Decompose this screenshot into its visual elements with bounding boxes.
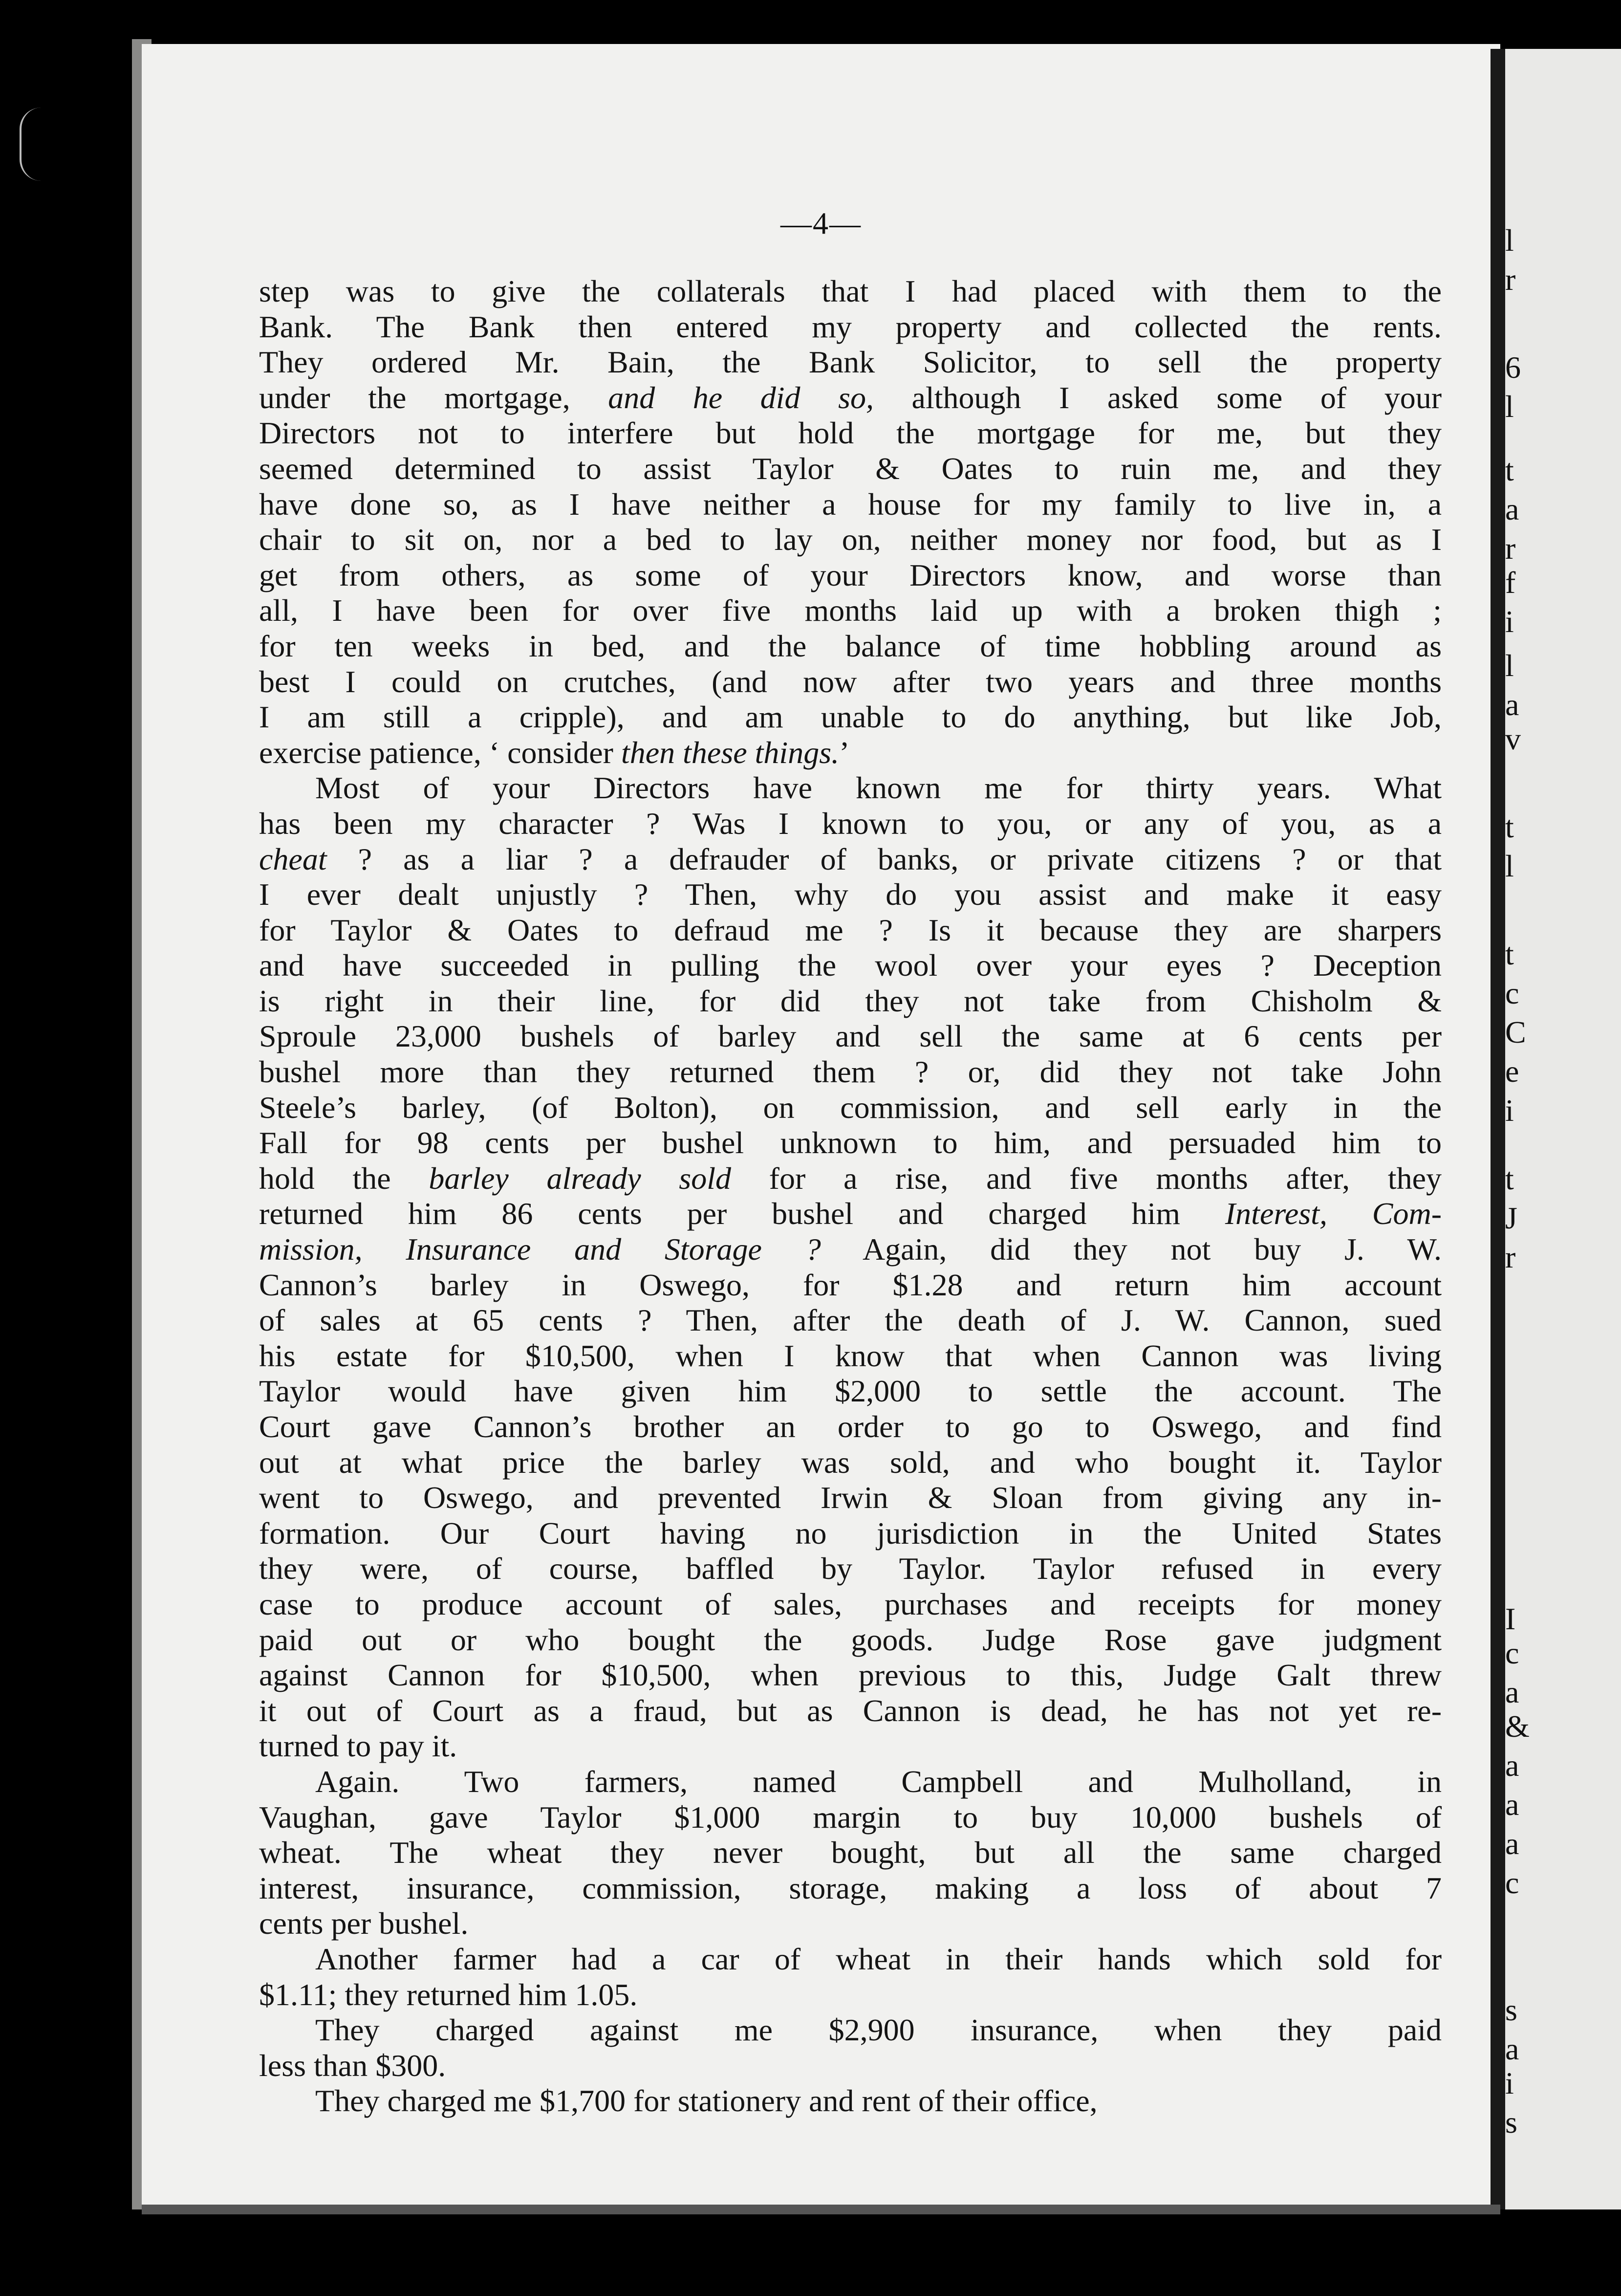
italic-text: then these things. [621, 735, 840, 770]
adjacent-page-letter: a [1505, 1748, 1519, 1783]
adjacent-page-letter: i [1505, 1093, 1514, 1128]
text-line: Steele’s barley, (of Bolton), on commission, and sell early in the [259, 1090, 1442, 1125]
adjacent-page-letter: r [1505, 531, 1516, 566]
text-line: and have succeeded in pulling the wool over your eyes ? Deception [259, 948, 1442, 983]
adjacent-page-letter: t [1505, 937, 1514, 971]
text-line: bushel more than they returned them ? or, did they not take John [259, 1054, 1442, 1090]
adjacent-page-letter: l [1505, 223, 1514, 258]
adjacent-page-letter: a [1505, 1787, 1519, 1822]
document-body [259, 274, 1442, 2119]
italic-text: barley already sold [429, 1160, 731, 1196]
text-line: case to produce account of sales, purchases and receipts for money [259, 1586, 1442, 1621]
text-line: for Taylor & Oates to defraud me ? Is it because they are sharpers [259, 912, 1442, 947]
adjacent-page-letter: c [1505, 976, 1519, 1010]
adjacent-page-letter: a [1505, 2032, 1519, 2066]
text-line: went to Oswego, and prevented Irwin & Sloan from giving any in- [259, 1480, 1442, 1515]
text-line: mission, Insurance and Storage ? Again, did they not buy J. W. [259, 1232, 1442, 1267]
paragraph [259, 2012, 1442, 2083]
adjacent-page-letter: v [1505, 722, 1521, 756]
adjacent-page-letter: e [1505, 1054, 1519, 1089]
adjacent-page-letter: c [1505, 1865, 1519, 1900]
adjacent-page-strip [1505, 49, 1621, 2209]
text-line: $1.11; they returned him 1.05. [259, 1977, 638, 2012]
adjacent-page-letter: l [1505, 849, 1514, 883]
binding-gutter [1491, 49, 1505, 2209]
text-line: Taylor would have given him $2,000 to settle the account. The [259, 1374, 1442, 1409]
page-bottom-edge [142, 2205, 1500, 2214]
adjacent-page-letter: s [1505, 2105, 1517, 2140]
text-line: get from others, as some of your Directors know, and worse than [259, 557, 1442, 592]
adjacent-page-letter: c [1505, 1636, 1519, 1670]
text-line: Another farmer had a car of wheat in their hands which sold for [315, 1941, 1442, 1976]
text-line: turned to pay it. [259, 1728, 457, 1764]
adjacent-page-letter: t [1505, 453, 1514, 487]
text-line: has been my character ? Was I known to you, or any of you, as a [259, 806, 1442, 841]
text-line: formation. Our Court having no jurisdiction in the United States [259, 1515, 1442, 1551]
italic-text: cheat [259, 841, 327, 876]
text-line: they were, of course, baffled by Taylor. Taylor refused in every [259, 1551, 1442, 1586]
adjacent-page-letter: l [1505, 648, 1514, 683]
text-line: it out of Court as a fraud, but as Cannon is dead, he has not yet re- [259, 1693, 1442, 1728]
adjacent-page-letter: & [1505, 1709, 1530, 1744]
page-number: —4— [780, 206, 862, 241]
adjacent-page-letter: C [1505, 1015, 1526, 1050]
text-line: Vaughan, gave Taylor $1,000 margin to buy 10,000 bushels of [259, 1799, 1442, 1835]
paragraph [259, 1942, 1442, 2012]
text-line: returned him 86 cents per bushel and charged him Interest, Com- [259, 1196, 1442, 1231]
text-line: wheat. The wheat they never bought, but all the same charged [259, 1835, 1442, 1870]
italic-text: mission, Insurance and Storage ? [259, 1232, 821, 1267]
adjacent-page-letter: a [1505, 687, 1519, 722]
adjacent-page-letter: a [1505, 1675, 1519, 1709]
scan-margin-mark [20, 108, 41, 181]
text-line: I ever dealt unjustly ? Then, why do you assist and make it easy [259, 877, 1442, 912]
text-line: cents per bushel. [259, 1906, 469, 1941]
text-line: They charged me $1,700 for stationery and rent of their office, [315, 2083, 1098, 2119]
text-line: I am still a cripple), and am unable to do anything, but like Job, [259, 700, 1442, 735]
adjacent-page-letter: I [1505, 1601, 1516, 1636]
adjacent-page-letter: r [1505, 1240, 1516, 1274]
text-line: less than $300. [259, 2048, 446, 2083]
text-line: his estate for $10,500, when I know that when Cannon was living [259, 1338, 1442, 1373]
adjacent-page-letter: f [1505, 565, 1516, 600]
adjacent-page-letter: J [1505, 1201, 1517, 1235]
text-line: step was to give the collaterals that I had placed with them to the [259, 274, 1442, 308]
text-line: interest, insurance, commission, storage, making a loss of about 7 [259, 1870, 1442, 1905]
text-line: cheat ? as a liar ? a defrauder of banks, or private citizens ? or that [259, 841, 1442, 876]
italic-text: Interest, Com- [1225, 1196, 1442, 1231]
text-line: have done so, as I have neither a house for my family to live in, a [259, 486, 1442, 522]
adjacent-page-letter: a [1505, 492, 1519, 526]
text-line: of sales at 65 cents ? Then, after the death of J. W. Cannon, sued [259, 1303, 1442, 1338]
paragraph [259, 2083, 1442, 2119]
adjacent-page-letter: r [1505, 262, 1516, 297]
paragraph [259, 1764, 1442, 1942]
text-line: seemed determined to assist Taylor & Oates to ruin me, and they [259, 451, 1442, 486]
paragraph [259, 770, 1442, 1764]
text-line: Fall for 98 cents per bushel unknown to him, and persuaded him to [259, 1125, 1442, 1160]
text-line: Bank. The Bank then entered my property and collected the rents. [259, 309, 1442, 344]
italic-text: and he did so, [608, 380, 874, 415]
adjacent-page-letter: t [1505, 1161, 1514, 1196]
text-line: all, I have been for over five months laid up with a broken thigh ; [259, 593, 1442, 628]
adjacent-page-letter: a [1505, 1826, 1519, 1861]
text-line: Again. Two farmers, named Campbell and Mulholland, in [315, 1764, 1442, 1799]
text-line: Sproule 23,000 bushels of barley and sell the same at 6 cents per [259, 1019, 1442, 1054]
text-line: under the mortgage, and he did so, although I asked some of your [259, 380, 1442, 415]
text-line: against Cannon for $10,500, when previous to this, Judge Galt threw [259, 1658, 1442, 1693]
text-line: paid out or who bought the goods. Judge Rose gave judgment [259, 1622, 1442, 1657]
adjacent-page-letter: t [1505, 809, 1514, 844]
adjacent-page-letter: i [1505, 604, 1514, 639]
text-line: Court gave Cannon’s brother an order to go to Oswego, and find [259, 1409, 1442, 1444]
text-line: for ten weeks in bed, and the balance of time hobbling around as [259, 628, 1442, 663]
paragraph [259, 274, 1442, 770]
document-page [142, 44, 1500, 2205]
text-line: best I could on crutches, (and now after two years and three months [259, 664, 1442, 699]
text-line: They ordered Mr. Bain, the Bank Solicitor, to sell the property [259, 345, 1442, 380]
text-line: hold the barley already sold for a rise, and five months after, they [259, 1160, 1442, 1196]
adjacent-page-letter: s [1505, 1992, 1517, 2027]
adjacent-page-letter: 6 [1505, 350, 1521, 385]
adjacent-page-letter: l [1505, 389, 1514, 424]
text-line: Most of your Directors have known me for thirty years. What [315, 770, 1442, 806]
adjacent-page-letter: i [1505, 2066, 1514, 2100]
text-line: is right in their line, for did they not take from Chisholm & [259, 983, 1442, 1018]
text-line: Directors not to interfere but hold the mortgage for me, but they [259, 415, 1442, 451]
text-line: exercise patience, ‘ consider then these things.’ [259, 735, 850, 770]
text-line: out at what price the barley was sold, and who bought it. Taylor [259, 1444, 1442, 1480]
text-line: Cannon’s barley in Oswego, for $1.28 and return him account [259, 1267, 1442, 1302]
text-line: chair to sit on, nor a bed to lay on, neither money nor food, but as I [259, 522, 1442, 557]
text-line: They charged against me $2,900 insurance, when they paid [315, 2012, 1442, 2048]
